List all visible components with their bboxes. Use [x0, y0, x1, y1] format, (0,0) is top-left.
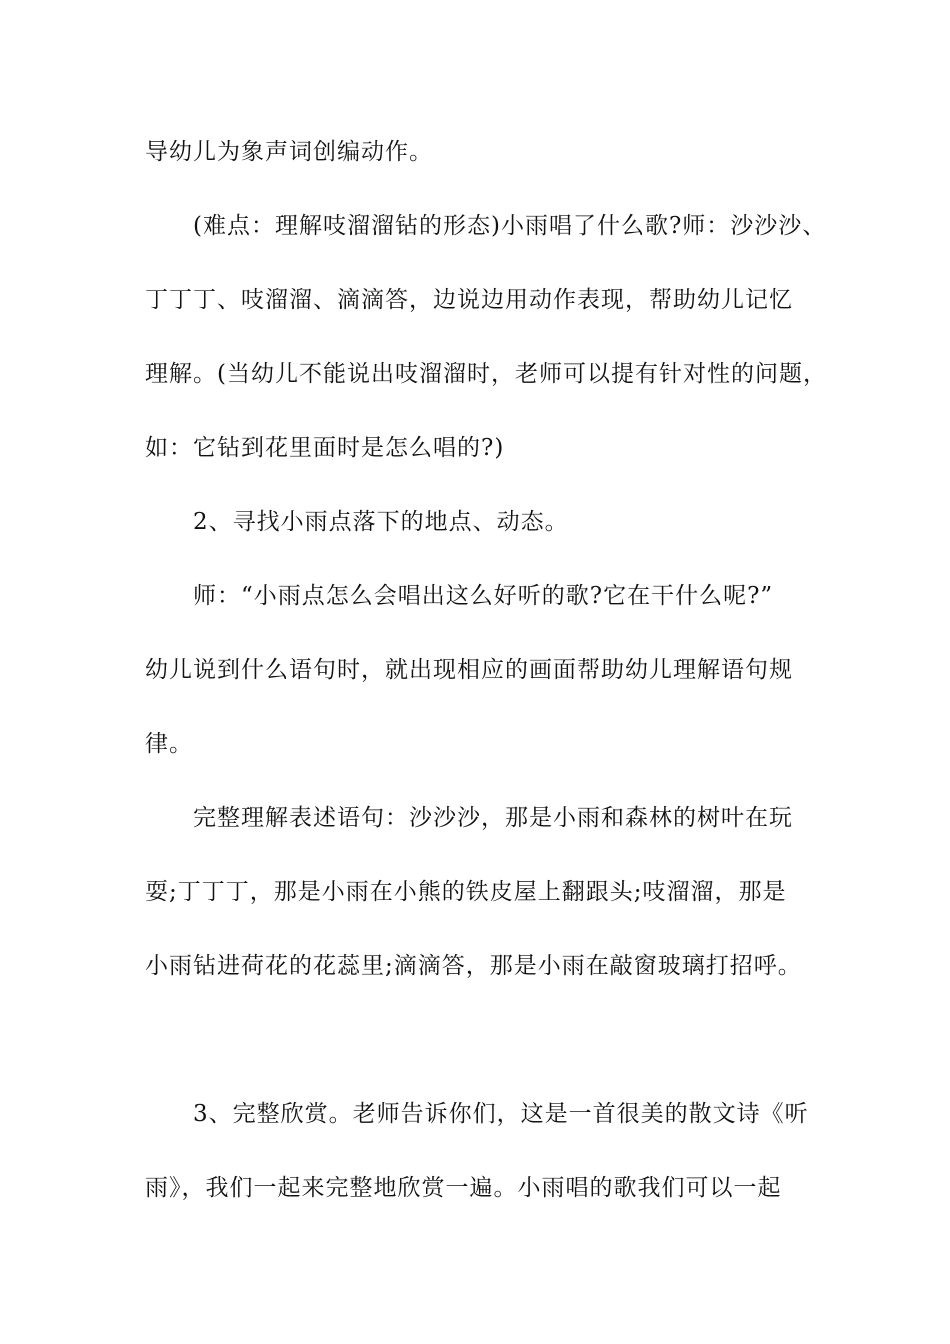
text-line: (难点：理解吱溜溜钻的形态)小雨唱了什么歌?师：沙沙沙、 — [193, 213, 827, 239]
text-line: 2、寻找小雨点落下的地点、动态。 — [193, 509, 569, 535]
text-line: 丁丁丁、吱溜溜、滴滴答，边说边用动作表现，帮助幼儿记忆 — [145, 287, 793, 313]
text-line: 3、完整欣赏。老师告诉你们，这是一首很美的散文诗《听 — [193, 1101, 809, 1127]
text-line: 导幼儿为象声词创编动作。 — [145, 139, 433, 165]
text-line: 律。 — [145, 731, 193, 757]
text-line: 师：“小雨点怎么会唱出这么好听的歌?它在干什么呢?” — [193, 583, 774, 609]
text-line: 理解。(当幼儿不能说出吱溜溜时，老师可以提有针对性的问题， — [145, 361, 827, 387]
text-line: 完整理解表述语句：沙沙沙，那是小雨和森林的树叶在玩 — [193, 805, 793, 831]
text-line: 幼儿说到什么语句时，就出现相应的画面帮助幼儿理解语句规 — [145, 657, 793, 683]
text-line: 小雨钻进荷花的花蕊里;滴滴答，那是小雨在敲窗玻璃打招呼。 — [145, 953, 802, 979]
text-line: 如：它钻到花里面时是怎么唱的?) — [145, 435, 505, 461]
text-line: 耍;丁丁丁，那是小雨在小熊的铁皮屋上翻跟头;吱溜溜，那是 — [145, 879, 787, 905]
text-line: 雨》，我们一起来完整地欣赏一遍。小雨唱的歌我们可以一起 — [145, 1175, 782, 1201]
